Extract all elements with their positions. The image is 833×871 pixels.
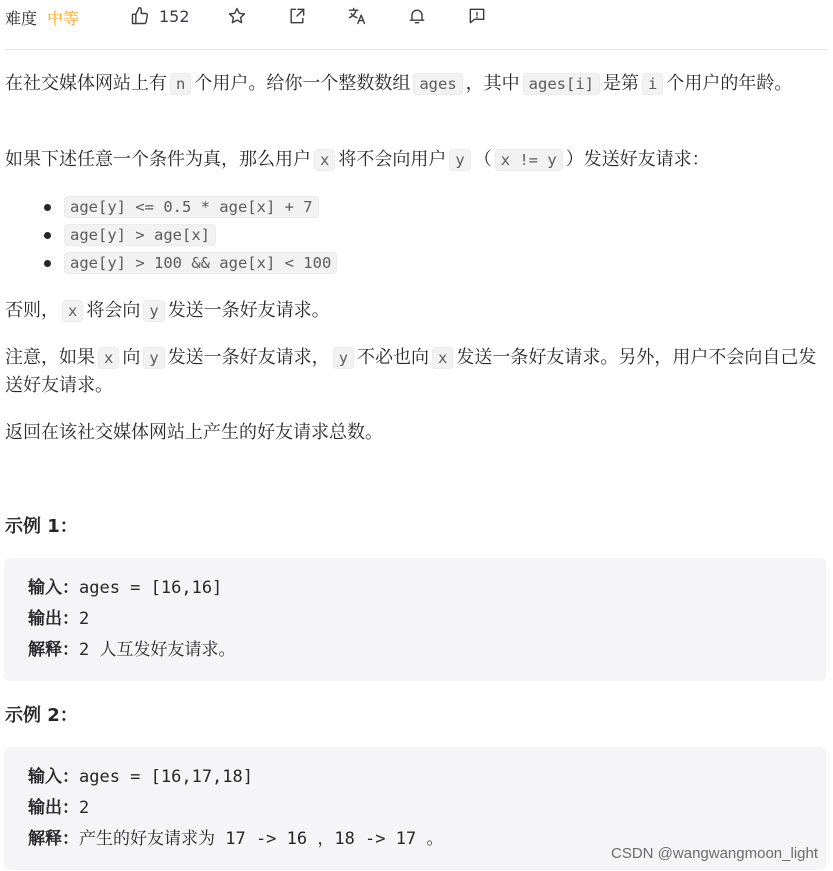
problem-toolbar (0, 0, 828, 34)
list-item (5, 249, 340, 277)
star-icon (226, 5, 248, 27)
example-output (28, 604, 235, 635)
input-value: ages = [16,16] (79, 578, 223, 598)
input-value: ages = [16,17,18] (79, 767, 253, 787)
difficulty (5, 6, 79, 29)
share-button[interactable] (286, 5, 308, 27)
text: 不必也向 (357, 347, 430, 368)
example-1-box (4, 558, 826, 681)
code-x: x (98, 347, 119, 369)
notification-button[interactable] (406, 5, 428, 27)
text: 发送一条好友请求， (167, 347, 330, 368)
paragraph-otherwise (5, 297, 330, 325)
text: 如果下述任意一个条件为真，那么用户 (5, 149, 311, 170)
list-item (5, 221, 340, 249)
watermark: CSDN @wangwangmoon_light (611, 845, 818, 862)
explain-value: 产生的好友请求为 17 -> 16 ，18 -> 17 。 (79, 829, 444, 849)
feedback-button[interactable] (466, 5, 488, 27)
thumbs-up-icon (129, 5, 151, 27)
text: 注意，如果 (5, 347, 95, 368)
text: 个用户。给你一个整数数组 (194, 73, 411, 94)
text: （ (473, 149, 492, 170)
difficulty-label: 难度 (5, 9, 38, 28)
text: 向 (122, 347, 141, 368)
text: ）发送好友请求： (565, 149, 710, 170)
code-ages: ages (413, 73, 462, 95)
text: 将不会向用户 (338, 149, 447, 170)
code-y: y (333, 347, 354, 369)
example-input (28, 762, 443, 793)
condition-code: age[y] > age[x] (64, 224, 216, 246)
favorite-button[interactable] (226, 5, 248, 27)
input-label: 输入： (28, 578, 79, 598)
likes-count: 152 (159, 6, 190, 26)
code-ages-i: ages[i] (523, 73, 600, 95)
example-input (28, 573, 235, 604)
like-button[interactable] (129, 5, 190, 27)
text: 将会向 (86, 300, 141, 321)
code-x: x (314, 149, 335, 171)
text: 是第 (603, 73, 639, 94)
example-2-title: 示例 2： (5, 705, 78, 726)
example-explanation (28, 824, 443, 855)
code-x-neq-y: x != y (495, 149, 563, 171)
input-label: 输入： (28, 767, 79, 787)
text: 在社交媒体网站上有 (5, 73, 167, 94)
text: 否则， (5, 300, 59, 321)
output-label: 输出： (28, 609, 79, 629)
paragraph-note (5, 344, 820, 400)
condition-code: age[y] > 100 && age[x] < 100 (64, 252, 337, 274)
code-y: y (449, 149, 470, 171)
text: 发送一条好友请求。另外，用户不会向自己发送好友请求。 (5, 347, 817, 396)
code-x: x (62, 300, 83, 322)
condition-code: age[y] <= 0.5 * age[x] + 7 (64, 196, 319, 218)
list-item (5, 193, 340, 221)
code-y: y (143, 347, 164, 369)
example-explanation (28, 635, 235, 666)
translate-button[interactable] (346, 5, 368, 27)
text: 发送一条好友请求。 (167, 300, 330, 321)
paragraph-return: 返回在该社交媒体网站上产生的好友请求总数。 (5, 422, 383, 443)
conditions-list (5, 193, 340, 277)
code-i: i (642, 73, 663, 95)
explain-value: 2 人互发好友请求。 (79, 640, 236, 660)
output-value: 2 (79, 798, 90, 818)
share-icon (286, 5, 308, 27)
output-value: 2 (79, 609, 90, 629)
difficulty-value: 中等 (47, 9, 80, 28)
translate-icon (346, 5, 368, 27)
code-n: n (170, 73, 191, 95)
explain-label: 解释： (28, 640, 79, 660)
toolbar-divider (5, 49, 828, 50)
example-1-title: 示例 1： (5, 516, 78, 537)
bell-icon (406, 5, 428, 27)
code-y: y (143, 300, 164, 322)
text: ，其中 (465, 73, 520, 94)
example-output (28, 793, 443, 824)
paragraph-conditions-intro (5, 146, 820, 174)
feedback-icon (466, 5, 488, 27)
output-label: 输出： (28, 798, 79, 818)
paragraph-intro (5, 70, 820, 98)
code-x: x (432, 347, 453, 369)
text: 个用户的年龄。 (666, 73, 793, 94)
explain-label: 解释： (28, 829, 79, 849)
